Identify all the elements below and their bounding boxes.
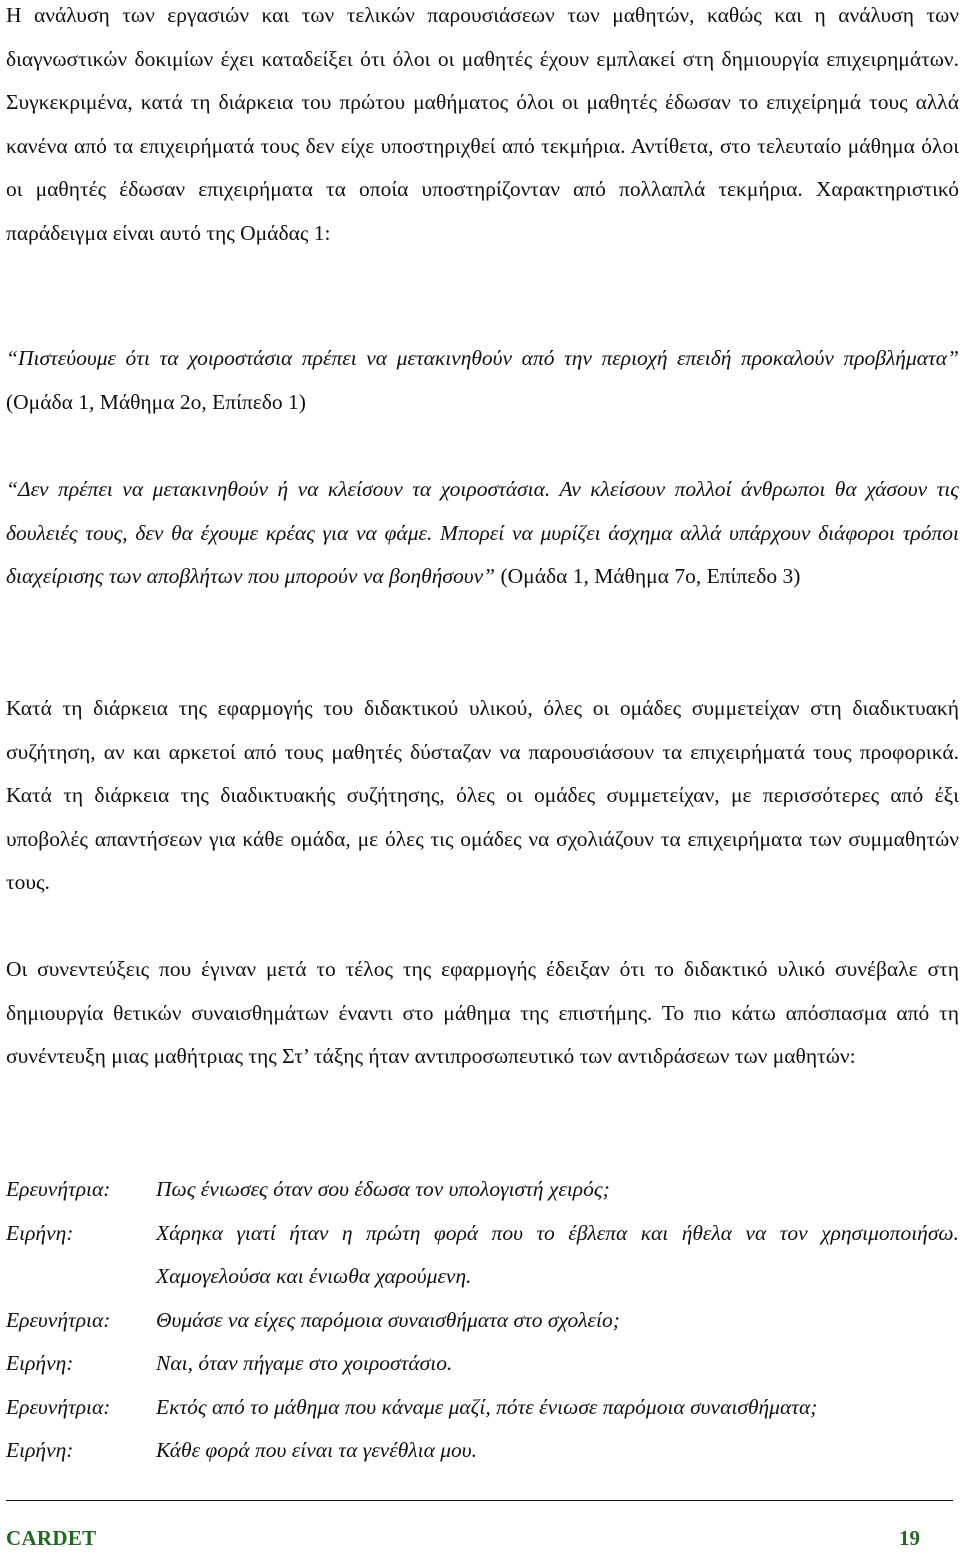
quote-source: (Ομάδα 1, Μάθημα 7ο, Επίπεδο 3) [495, 564, 801, 588]
transcript-turn [6, 1168, 959, 1212]
speaker-label: Ερευνήτρια: [6, 1394, 111, 1419]
transcript-turn [6, 1212, 959, 1299]
quote-source: (Ομάδα 1, Μάθημα 2ο, Επίπεδο 1) [6, 389, 306, 414]
utterance-text: Εκτός από το μάθημα που κάναμε μαζί, πότε ένιωσε παρόμοια συναισθήματα; [156, 1394, 818, 1419]
footer-organization: CARDET [6, 1526, 97, 1550]
transcript-turn [6, 1299, 959, 1343]
utterance-text: Ναι, όταν πήγαμε στο χοιροστάσιο. [156, 1351, 453, 1375]
transcript-turn [6, 1386, 959, 1430]
speaker-label: Ερευνήτρια: [6, 1177, 111, 1201]
speaker-label: Ερευνήτρια: [6, 1307, 111, 1332]
quote-group1-lesson7 [6, 468, 959, 599]
quote-group1-lesson2 [6, 337, 959, 424]
page-number: 19 [899, 1526, 920, 1550]
paragraph-online-discussion: Κατά τη διάρκεια της εφαρμογής του διδακτικού υλικού, όλες οι ομάδες συμμετείχαν στη διαδικτυακή συζήτηση, αν και αρκετοί από τους μαθητές δύσταζαν να παρουσιάσουν τα επιχειρήματά τους προφορικά. Κατά τη διάρκεια της διαδικτυακής συζήτησης, όλες οι ομάδες συμμετείχαν, με περισσότερες από έξι υποβολές απαντήσεων για κάθε ομάδα, με όλες τις ομάδες να σχολιάζουν τα επιχειρήματα των συμμαθητών τους. [6, 696, 959, 894]
transcript-turn [6, 1342, 959, 1386]
interview-transcript [6, 1168, 959, 1473]
speaker-label: Ειρήνη: [6, 1438, 74, 1462]
paragraph-interviews: Οι συνεντεύξεις που έγιναν μετά το τέλος της εφαρμογής έδειξαν ότι το διδακτικό υλικό συνέβαλε στη δημιουργία θετικών συναισθημάτων έναντι στο μάθημα της επιστήμης. Το πιο κάτω απόσπασμα από τη συνέντευξη μιας μαθήτριας της Στ’ τάξης ήταν αντιπροσωπευτικό των αντιδράσεων των μαθητών: [6, 957, 959, 1068]
utterance-text: Θυμάσε να είχες παρόμοια συναισθήματα στο σχολείο; [156, 1307, 620, 1332]
utterance-text: Κάθε φορά που είναι τα γενέθλια μου. [156, 1438, 478, 1462]
paragraph-analysis: Η ανάλυση των εργασιών και των τελικών παρουσιάσεων των μαθητών, καθώς και η ανάλυση των διαγνωστικών δοκιμίων έχει καταδείξει ότι όλοι οι μαθητές έχουν εμπλακεί στη δημιουργία επιχειρημάτων. Συγκεκριμένα, κατά τη διάρκεια του πρώτου μαθήματος όλοι οι μαθητές έδωσαν το επιχείρημά τους αλλά κανένα από τα επιχειρήματά τους δεν είχε υποστηριχθεί από τεκμήρια. Αντίθετα, στο τελευταίο μάθημα όλοι οι μαθητές έδωσαν επιχειρήματα τα οποία υποστηρίζονταν από πολλαπλά τεκμήρια. Χαρακτηριστικό παράδειγμα είναι αυτό της Ομάδας 1: [6, 3, 959, 245]
transcript-turn [6, 1429, 959, 1473]
speaker-label: Ειρήνη: [6, 1351, 74, 1375]
speaker-label: Ειρήνη: [6, 1220, 74, 1245]
quote-text: “Δεν πρέπει να μετακινηθούν ή να κλείσουν τα χοιροστάσια. Αν κλείσουν πολλοί άνθρωποι θα χάσουν τις δουλειές τους, δεν θα έχουμε κρέας για να φάμε. Μπορεί να μυρίζει άσχημα αλλά υπάρχουν διάφοροι τρόποι διαχείρισης των αποβλήτων που μπορούν να βοηθήσουν” [6, 477, 959, 588]
quote-text: “Πιστεύουμε ότι τα χοιροστάσια πρέπει να μετακινηθούν από την περιοχή επειδή προκαλούν προβλήματα” [6, 346, 959, 370]
footer-divider [6, 1500, 953, 1501]
utterance-text: Πως ένιωσες όταν σου έδωσα τον υπολογιστή χειρός; [156, 1177, 610, 1201]
utterance-text: Χάρηκα γιατί ήταν η πρώτη φορά που το έβλεπα και ήθελα να τον χρησιμοποιήσω. Χαμογελούσα και ένιωθα χαρούμενη. [156, 1220, 959, 1288]
